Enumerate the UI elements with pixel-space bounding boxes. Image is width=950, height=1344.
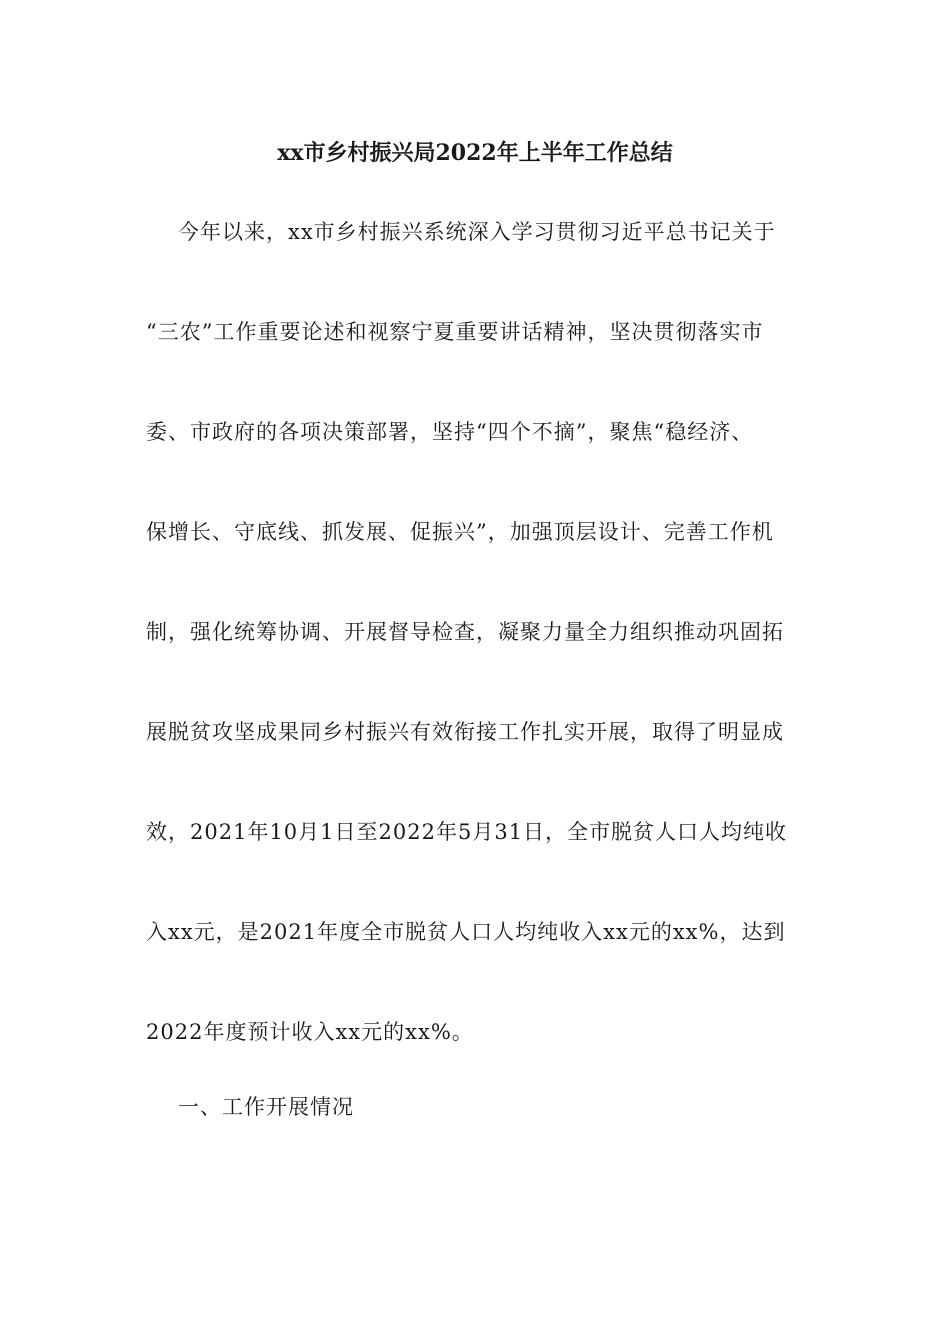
- paragraph-line: 制，强化统筹协调、开展督导检查，凝聚力量全力组织推动巩固拓: [146, 620, 784, 644]
- paragraph-line: 效，2021年10月1日至2022年5月31日，全市脱贫人口人均纯收: [146, 820, 788, 844]
- paragraph-line: 入xx元，是2021年度全市脱贫人口人均纯收入xx元的xx%，达到: [146, 920, 786, 944]
- paragraph-line: “三农”工作重要论述和视察宁夏重要讲话精神，坚决贯彻落实市: [146, 320, 764, 344]
- document-title: xx市乡村振兴局2022年上半年工作总结: [277, 140, 673, 166]
- paragraph-line: 展脱贫攻坚成果同乡村振兴有效衔接工作扎实开展，取得了明显成: [146, 720, 784, 744]
- section-heading: 一、工作开展情况: [178, 1095, 354, 1119]
- paragraph-line: 委、市政府的各项决策部署，坚持“四个不摘”，聚焦“稳经济、: [146, 420, 754, 444]
- paragraph-line: 今年以来，xx市乡村振兴系统深入学习贯彻习近平总书记关于: [178, 220, 776, 244]
- paragraph-line: 2022年度预计收入xx元的xx%。: [146, 1020, 474, 1044]
- paragraph-line: 保增长、守底线、抓发展、促振兴”，加强顶层设计、完善工作机: [146, 520, 774, 544]
